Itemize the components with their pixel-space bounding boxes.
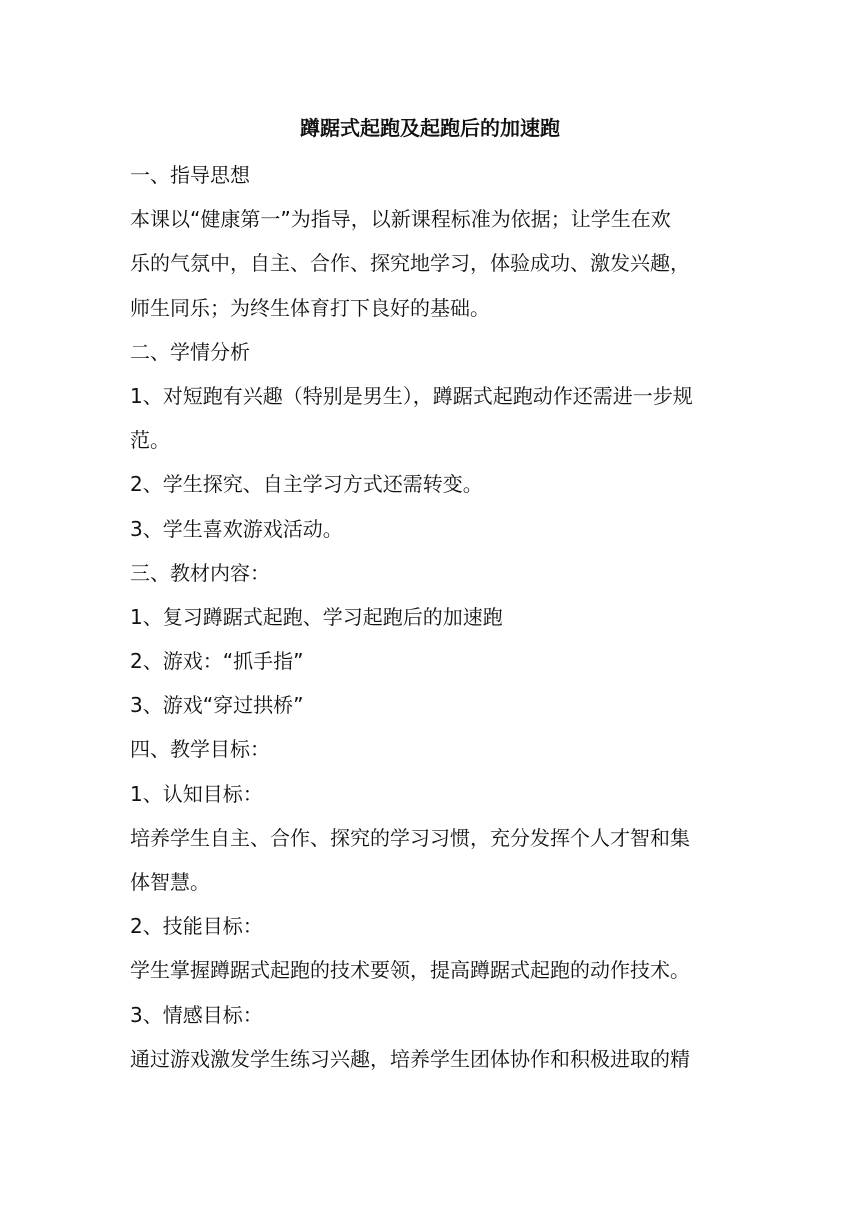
text-line: 一、指导思想 — [130, 163, 250, 187]
text-line: 学生掌握蹲踞式起跑的技术要领，提高蹲踞式起跑的动作技术。 — [130, 958, 690, 983]
text-line: 二、学情分析 — [130, 339, 250, 364]
text-line: 三、教材内容： — [130, 560, 270, 585]
text-line: 通过游戏激发学生练习兴趣，培养学生团体协作和积极进取的精 — [130, 1046, 690, 1071]
text-line: 2、游戏：“抓手指” — [130, 649, 304, 674]
text-line: 范。 — [130, 428, 170, 453]
text-line: 四、教学目标： — [130, 737, 270, 762]
text-line: 乐的气氛中，自主、合作、探究地学习，体验成功、激发兴趣， — [130, 251, 690, 276]
text-line: 3、学生喜欢游戏活动。 — [130, 516, 343, 541]
text-line: 1、对短跑有兴趣（特别是男生），蹲踞式起跑动作还需进一步规 — [130, 383, 693, 408]
text-line: 本课以“健康第一”为指导，以新课程标准为依据；让学生在欢 — [130, 207, 671, 232]
text-line: 1、复习蹲踞式起跑、学习起跑后的加速跑 — [130, 604, 503, 629]
text-line: 3、情感目标： — [130, 1002, 263, 1027]
text-line: 3、游戏“穿过拱桥” — [130, 693, 304, 718]
text-line: 2、技能目标： — [130, 914, 263, 939]
text-line: 培养学生自主、合作、探究的学习习惯，充分发挥个人才智和集 — [130, 825, 690, 850]
text-line: 1、认知目标： — [130, 781, 263, 806]
text-line: 师生同乐；为终生体育打下良好的基础。 — [130, 295, 490, 320]
text-line: 2、学生探究、自主学习方式还需转变。 — [130, 472, 483, 497]
text-line: 体智慧。 — [130, 870, 210, 894]
document-title: 蹲踞式起跑及起跑后的加速跑 — [300, 116, 560, 140]
document-body — [130, 153, 730, 1081]
